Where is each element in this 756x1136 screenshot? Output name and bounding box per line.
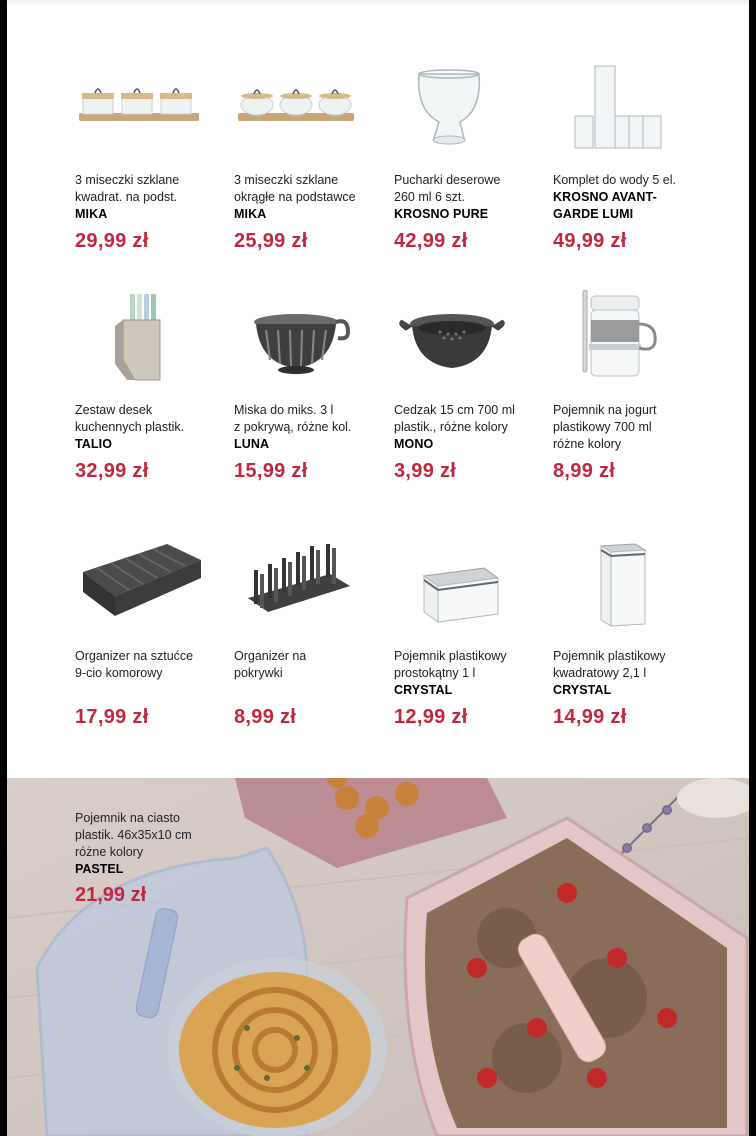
product-price: 32,99 zł	[75, 460, 149, 482]
product-description: Pojemnik na jogurt plastikowy 700 ml różne kolory	[553, 403, 657, 451]
lid-organizer-icon	[234, 536, 384, 646]
product-description: Pucharki deserowe 260 ml 6 szt.	[394, 173, 501, 204]
mixing-bowl-icon	[234, 290, 384, 400]
cutting-board-set-icon	[75, 290, 225, 400]
product-brand: MIKA	[234, 207, 267, 221]
product-card[interactable]	[234, 536, 384, 736]
product-card[interactable]	[553, 60, 703, 260]
product-description: Pojemnik plastikowy kwadratowy 2,1 l	[553, 649, 666, 680]
product-description: Cedzak 15 cm 700 ml plastik., różne kolory	[394, 403, 515, 434]
hero-description: Pojemnik na ciasto plastik. 46x35x10 cm różne kolory	[75, 811, 192, 859]
product-price: 29,99 zł	[75, 230, 149, 252]
colander-icon	[394, 290, 544, 400]
product-card[interactable]	[234, 290, 384, 490]
hero-banner[interactable]	[7, 778, 749, 1136]
product-description: Organizer na sztućce 9-cio komorowy	[75, 649, 194, 680]
product-brand: CRYSTAL	[394, 683, 453, 697]
product-price: 25,99 zł	[234, 230, 308, 252]
product-price: 17,99 zł	[75, 706, 149, 728]
product-price: 12,99 zł	[394, 706, 468, 728]
product-card[interactable]	[553, 290, 703, 490]
product-price: 8,99 zł	[234, 706, 297, 728]
product-description: Zestaw desek kuchennych plastik.	[75, 403, 185, 434]
product-description: Miska do miks. 3 l z pokrywą, różne kol.	[234, 403, 352, 434]
product-brand: TALIO	[75, 437, 113, 451]
product-card[interactable]	[75, 60, 225, 260]
product-price: 49,99 zł	[553, 230, 627, 252]
product-price: 8,99 zł	[553, 460, 616, 482]
product-card[interactable]	[234, 60, 384, 260]
yogurt-container-icon	[553, 290, 703, 400]
water-carafe-set-icon	[553, 60, 703, 170]
product-card[interactable]	[394, 290, 544, 490]
product-description: Organizer na pokrywki	[234, 649, 307, 680]
product-card[interactable]	[394, 60, 544, 260]
product-price: 42,99 zł	[394, 230, 468, 252]
hero-price: 21,99 zł	[75, 884, 147, 906]
round-glass-bowls-on-tray-icon	[234, 60, 384, 170]
product-brand: MONO	[394, 437, 434, 451]
product-description: Pojemnik plastikowy prostokątny 1 l	[394, 649, 507, 680]
product-brand: KROSNO AVANT- GARDE LUMI	[553, 190, 657, 221]
product-card[interactable]	[394, 536, 544, 736]
square-glass-bowls-on-tray-icon	[75, 60, 225, 170]
catalog-page	[7, 0, 749, 1136]
product-brand: MIKA	[75, 207, 108, 221]
product-brand: KROSNO PURE	[394, 207, 489, 221]
product-price: 3,99 zł	[394, 460, 457, 482]
product-description: 3 miseczki szklane kwadrat. na podst.	[75, 173, 180, 204]
hero-brand: PASTEL	[75, 862, 124, 876]
cutlery-organizer-icon	[75, 536, 225, 646]
product-card[interactable]	[75, 536, 225, 736]
square-container-icon	[553, 536, 703, 646]
product-brand: LUNA	[234, 437, 270, 451]
product-grid	[7, 0, 749, 778]
product-description: 3 miseczki szklane okrągłe na podstawce	[234, 173, 356, 204]
product-price: 14,99 zł	[553, 706, 627, 728]
product-brand: CRYSTAL	[553, 683, 612, 697]
rectangular-container-icon	[394, 536, 544, 646]
product-price: 15,99 zł	[234, 460, 308, 482]
product-description: Komplet do wody 5 el.	[553, 173, 676, 187]
dessert-glass-icon	[394, 60, 544, 170]
product-card[interactable]	[553, 536, 703, 736]
product-card[interactable]	[75, 290, 225, 490]
